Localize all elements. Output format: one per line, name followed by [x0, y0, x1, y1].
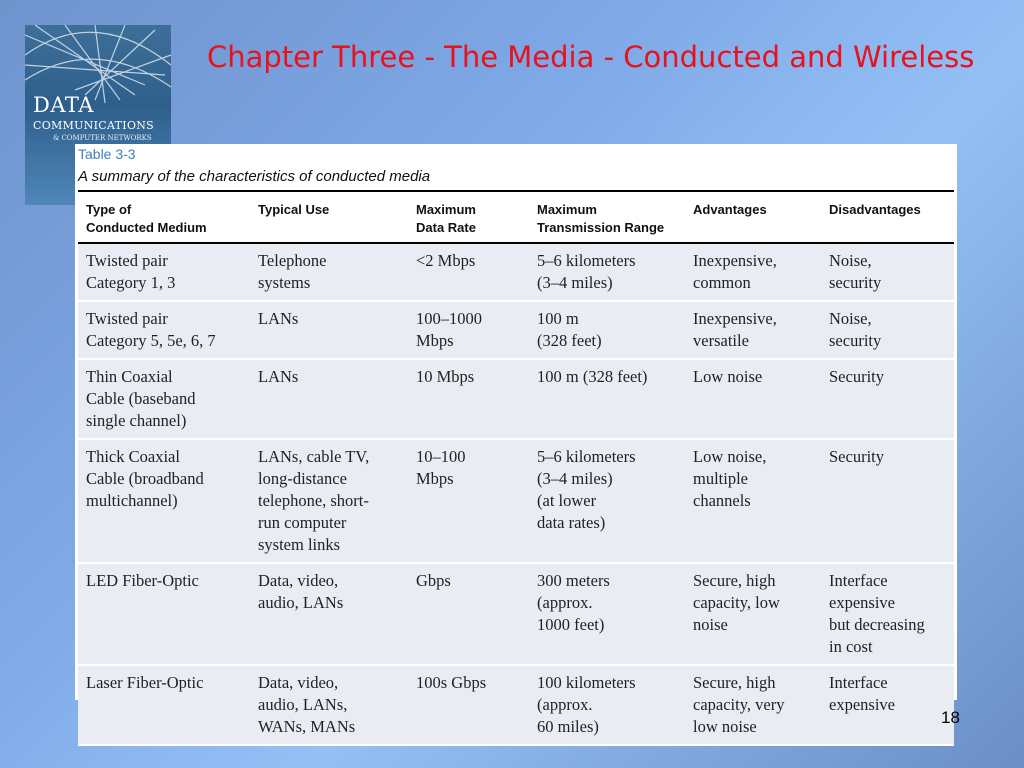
table-cell: Secure, high capacity, low noise	[685, 563, 821, 665]
table-cell: LANs, cable TV, long-distance telephone, short- run computer system links	[250, 439, 408, 563]
table-cell: 10 Mbps	[408, 359, 529, 439]
table-cell: Low noise	[685, 359, 821, 439]
column-header: Maximum Transmission Range	[529, 191, 685, 243]
table-cell: 10–100 Mbps	[408, 439, 529, 563]
table-cell: Security	[821, 439, 954, 563]
table-cell: 100 kilometers (approx. 60 miles)	[529, 665, 685, 745]
table-row	[78, 301, 954, 359]
table-cell: 5–6 kilometers (3–4 miles)	[529, 243, 685, 301]
table-cell: LED Fiber-Optic	[78, 563, 250, 665]
table-cell: Laser Fiber-Optic	[78, 665, 250, 745]
table-cell: Inexpensive, versatile	[685, 301, 821, 359]
table-cell: Twisted pair Category 5, 5e, 6, 7	[78, 301, 250, 359]
table-cell: 5–6 kilometers (3–4 miles) (at lower data rates)	[529, 439, 685, 563]
table-cell: Inexpensive, common	[685, 243, 821, 301]
table-header-row	[78, 191, 954, 243]
table-row	[78, 563, 954, 665]
table-cell: Thick Coaxial Cable (broadband multichannel)	[78, 439, 250, 563]
slide-number: 18	[941, 708, 960, 727]
table-row	[78, 665, 954, 745]
table-cell: Data, video, audio, LANs	[250, 563, 408, 665]
table-cell: Secure, high capacity, very low noise	[685, 665, 821, 745]
column-header: Disadvantages	[821, 191, 954, 243]
table-cell: LANs	[250, 359, 408, 439]
table-row	[78, 243, 954, 301]
table-cell: 100–1000 Mbps	[408, 301, 529, 359]
table-cell: LANs	[250, 301, 408, 359]
column-header: Maximum Data Rate	[408, 191, 529, 243]
table-cell: Interface expensive but decreasing in cost	[821, 563, 954, 665]
table-row	[78, 439, 954, 563]
book-subtitle-2: & COMPUTER NETWORKS	[53, 134, 152, 142]
slide-title: Chapter Three - The Media - Conducted and Wireless	[207, 40, 975, 74]
table-label: Table 3-3	[78, 146, 136, 162]
table-caption: A summary of the characteristics of conducted media	[78, 168, 431, 185]
table-body	[78, 243, 954, 745]
table-cell: 100 m (328 feet)	[529, 301, 685, 359]
book-title: DATA	[33, 93, 94, 117]
table-cell: <2 Mbps	[408, 243, 529, 301]
book-subtitle: COMMUNICATIONS	[33, 119, 155, 132]
column-header: Advantages	[685, 191, 821, 243]
column-header: Type of Conducted Medium	[78, 191, 250, 243]
table-cell: Telephone systems	[250, 243, 408, 301]
table-cell: Gbps	[408, 563, 529, 665]
table-cell: Low noise, multiple channels	[685, 439, 821, 563]
table-cell: 100 m (328 feet)	[529, 359, 685, 439]
table-cell: Interface expensive	[821, 665, 954, 745]
table-cell: Thin Coaxial Cable (baseband single channel)	[78, 359, 250, 439]
column-header: Typical Use	[250, 191, 408, 243]
table-cell: Noise, security	[821, 301, 954, 359]
table-cell: Security	[821, 359, 954, 439]
table-cell: 100s Gbps	[408, 665, 529, 745]
table-cell: Twisted pair Category 1, 3	[78, 243, 250, 301]
media-characteristics-table	[78, 190, 954, 746]
table-cell: Noise, security	[821, 243, 954, 301]
table-cell: Data, video, audio, LANs, WANs, MANs	[250, 665, 408, 745]
table-cell: 300 meters (approx. 1000 feet)	[529, 563, 685, 665]
table-row	[78, 359, 954, 439]
